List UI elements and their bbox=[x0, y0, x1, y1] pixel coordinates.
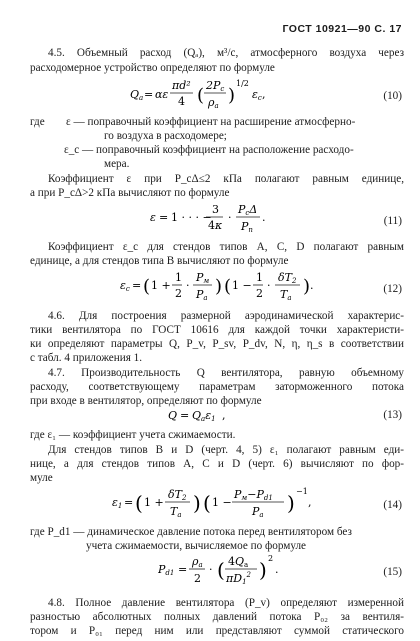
para-pd1-1: где P_d1 — динамическое давление потока перед вентилятором без bbox=[30, 526, 352, 538]
para-pd1-2: учета сжимаемости, вычисляемое по формуле bbox=[86, 540, 306, 552]
s47-line2: расходу, соответствующему параметрам заторможенного потока bbox=[30, 381, 404, 393]
svg-text:1 +: 1 + bbox=[151, 279, 171, 292]
svg-text:ε1: ε1 bbox=[112, 496, 123, 510]
svg-text:ε: ε bbox=[150, 211, 156, 224]
svg-text:2: 2 bbox=[268, 554, 274, 563]
svg-text:Ta: Ta bbox=[280, 288, 292, 302]
s46-line3: ки определяют параметры Q, P_v, P_sv, P_dv, N, η, η_s в соответствии bbox=[30, 338, 404, 350]
svg-text:Pa: Pa bbox=[252, 505, 264, 519]
eq-number-12: (12) bbox=[383, 283, 402, 295]
svg-text:(: ( bbox=[135, 491, 143, 515]
svg-text:·: · bbox=[228, 211, 232, 224]
svg-text:2: 2 bbox=[194, 572, 201, 585]
def-epsc-b: мера. bbox=[104, 158, 130, 170]
s46-line2: тики вентилятора по ГОСТ 10616 для каждой точки характеристи- bbox=[30, 324, 404, 336]
para-e1-where: где ε₁ — коэффициент учета сжимаемости. bbox=[30, 429, 236, 441]
svg-text:,: , bbox=[222, 409, 226, 422]
svg-text:4Qa: 4Qa bbox=[228, 555, 249, 569]
svg-text:εc: εc bbox=[252, 88, 262, 102]
svg-text:4: 4 bbox=[178, 95, 185, 108]
svg-text:1: 1 bbox=[175, 271, 182, 284]
svg-text:1 −: 1 − bbox=[232, 279, 252, 292]
svg-text:=: = bbox=[180, 409, 190, 422]
s46-line4: с табл. 4 приложения 1. bbox=[30, 352, 143, 364]
def-eps-a: ε — поправочный коэффициент на расширение атмосферно- bbox=[66, 116, 356, 128]
svg-text:2: 2 bbox=[256, 287, 263, 300]
svg-text:=: = bbox=[132, 279, 142, 292]
eq-number-14: (14) bbox=[383, 499, 402, 511]
svg-text:=: = bbox=[159, 211, 169, 224]
para-eps-1: Коэффициент ε при P_cΔ≤2 кПа полагают равным единице, bbox=[48, 173, 404, 185]
s45-line2: расходомерное устройство определяют по формуле bbox=[30, 62, 275, 74]
svg-text:δT2: δT2 bbox=[168, 488, 187, 502]
svg-text:): ) bbox=[215, 276, 223, 297]
para-epsc-1: Коэффициент ε_c для стендов типов А, С, D полагают равным bbox=[48, 241, 404, 253]
svg-text:,: , bbox=[308, 496, 312, 509]
svg-text:2Pc: 2Pc bbox=[206, 79, 225, 93]
eq-number-10: (10) bbox=[383, 90, 402, 102]
page-header: ГОСТ 10921—90 С. 17 bbox=[282, 23, 402, 35]
svg-text:): ) bbox=[193, 491, 201, 515]
svg-text:): ) bbox=[259, 558, 267, 582]
svg-text:εc: εc bbox=[120, 279, 130, 293]
def-where: где bbox=[30, 116, 45, 128]
para-e1-3: муле bbox=[30, 472, 53, 484]
s47-line1: 4.7. Производительность Q вентилятора, равную объемному bbox=[48, 367, 404, 379]
svg-text:Pм: Pм bbox=[196, 271, 210, 285]
s46-line1: 4.6. Для построения размерной аэродинамической характерис- bbox=[48, 310, 404, 322]
svg-text:4κ: 4κ bbox=[208, 219, 223, 232]
svg-text:=: = bbox=[124, 496, 134, 509]
formula-14 bbox=[112, 484, 362, 522]
svg-text:): ) bbox=[228, 85, 236, 106]
svg-text:Q: Q bbox=[168, 409, 178, 422]
formula-13 bbox=[168, 404, 258, 426]
para-e1-2: нице, а для стендов типов А, С и D (черт. 6) вычисляют по фор- bbox=[30, 458, 404, 470]
svg-text:PcΔ: PcΔ bbox=[238, 203, 258, 217]
svg-text:·: · bbox=[267, 279, 271, 292]
s48-line3: тором и P₀₁ перед ним или представляют суммой статического bbox=[30, 625, 404, 637]
svg-text:Pd1: Pd1 bbox=[158, 563, 175, 577]
svg-text:Pa: Pa bbox=[196, 288, 208, 302]
svg-text:=: = bbox=[144, 88, 154, 101]
svg-text:πD12: $\pi D1^2$ bbox=[226, 571, 251, 586]
formula-11 bbox=[150, 200, 290, 236]
formula-12 bbox=[120, 268, 360, 304]
s48-line1: 4.8. Полное давление вентилятора (P_v) определяют измеренной bbox=[48, 597, 404, 609]
eq-number-15: (15) bbox=[383, 566, 402, 578]
svg-text:(: ( bbox=[224, 276, 232, 297]
svg-text:Pм−Pd1: Pм−Pd1 bbox=[234, 488, 273, 502]
svg-text:(: ( bbox=[203, 491, 211, 515]
svg-text:): ) bbox=[303, 276, 311, 297]
svg-text:ρa: ρa bbox=[192, 555, 203, 569]
svg-text:=: = bbox=[178, 563, 188, 576]
para-eps-2: а при P_cΔ>2 кПа вычисляют по формуле bbox=[30, 187, 230, 199]
svg-text:): ) bbox=[287, 491, 295, 515]
s47-line3: при входе в вентилятор, определяют по формуле bbox=[30, 395, 262, 407]
para-epsc-2: единице, а для стендов типа В вычисляют по формуле bbox=[30, 255, 289, 267]
svg-text:Pn: Pn bbox=[241, 220, 253, 234]
svg-text:(: ( bbox=[143, 276, 151, 297]
svg-text:−1: −1 bbox=[296, 487, 308, 496]
formula-15 bbox=[158, 551, 318, 589]
def-epsc-a: ε_c — поправочный коэффициент на расположение расходо- bbox=[64, 144, 354, 156]
svg-text:αε: αε bbox=[155, 88, 169, 101]
svg-text:(: ( bbox=[197, 85, 205, 106]
svg-text:ρa: ρa bbox=[208, 96, 219, 110]
eq-number-13: (13) bbox=[383, 409, 402, 421]
para-e1-1: Для стендов типов В и D (черт. 4, 5) ε₁ полагают равным еди- bbox=[48, 444, 404, 456]
svg-text:1: 1 bbox=[256, 271, 263, 284]
s48-line2: разностью абсолютных полных давлений потока P₀₂ за вентиля- bbox=[30, 611, 404, 623]
svg-text:Qa: Qa bbox=[130, 88, 144, 102]
svg-text:πd²: πd² bbox=[172, 79, 191, 92]
svg-text:1 · · · −: 1 · · · − bbox=[171, 211, 212, 224]
eq-number-11: (11) bbox=[383, 215, 402, 227]
svg-text:1 +: 1 + bbox=[144, 496, 164, 509]
svg-text:.: . bbox=[275, 563, 279, 576]
svg-text:1 −: 1 − bbox=[212, 496, 232, 509]
svg-text:.: . bbox=[310, 279, 314, 292]
svg-text:δT2: δT2 bbox=[278, 271, 297, 285]
svg-text:.: . bbox=[262, 211, 266, 224]
svg-text:2: 2 bbox=[175, 287, 182, 300]
svg-text:Qaε1: Qaε1 bbox=[192, 409, 216, 423]
svg-text:(: ( bbox=[217, 558, 225, 582]
svg-text:1/2: 1/2 bbox=[236, 79, 249, 88]
svg-text:Ta: Ta bbox=[170, 505, 182, 519]
svg-text:·: · bbox=[209, 563, 213, 576]
svg-text:,: , bbox=[262, 88, 266, 101]
def-eps-b: го воздуха в расходомере; bbox=[104, 130, 227, 142]
formula-10 bbox=[130, 76, 330, 114]
svg-text:·: · bbox=[186, 279, 190, 292]
svg-text:3: 3 bbox=[212, 203, 219, 216]
s45-line1: 4.5. Объемный расход (Qₐ), м³/с, атмосферного воздуха через bbox=[48, 47, 404, 59]
